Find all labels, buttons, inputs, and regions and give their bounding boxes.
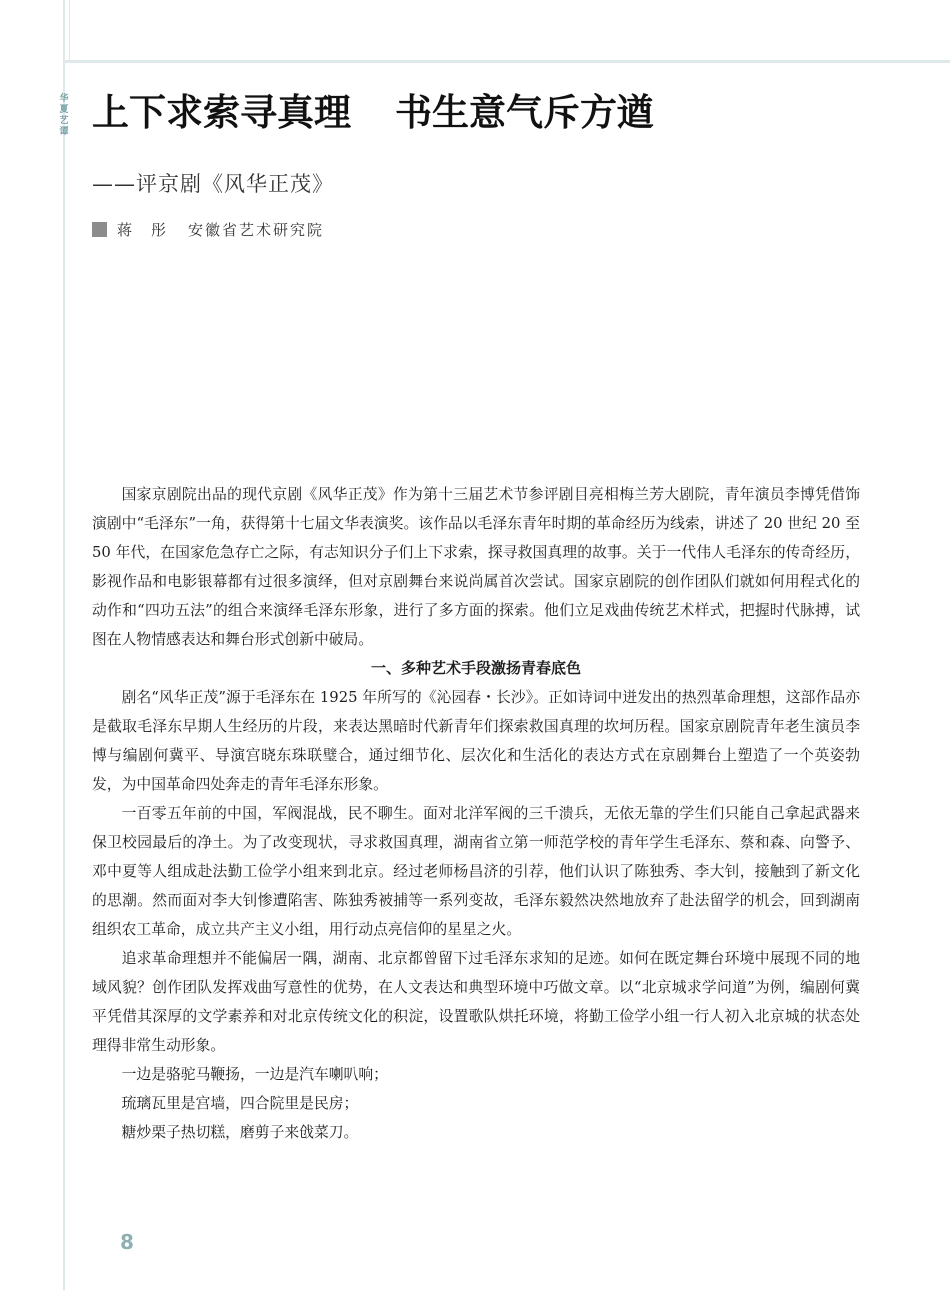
section-heading: 一、多种艺术手段激扬青春底色 <box>370 659 581 677</box>
article-title <box>92 84 654 140</box>
title-part-2: 书生意气斥方遒 <box>395 90 654 134</box>
author-name: 蒋 彤 <box>117 221 169 239</box>
title-part-1: 上下求索寻真理 <box>92 90 351 134</box>
verse-line: 糖炒栗子热切糕，磨剪子来戗菜刀。 <box>121 1124 359 1141</box>
article-body <box>92 480 860 1147</box>
body-paragraph: 剧名“风华正茂”源于毛泽东在 1925 年所写的《沁园春・长沙》。正如诗词中迸发出的热烈革命理想，这部作品亦是截取毛泽东早期人生经历的片段，来表达黑暗时代新青年们探索救国真理的坎坷历程。国家京剧院青年老生演员李博与编剧何冀平、导演宫晓东珠联璧合，通过细节化、层次化和生活化的表达方式在京剧舞台上塑造了一个英姿勃发，为中国革命四处奔走的青年毛泽东形象。 <box>92 689 860 793</box>
author-affiliation: 安徽省艺术研究院 <box>188 221 325 239</box>
page-number: 8 <box>120 1230 134 1254</box>
page-frame-inner-line <box>69 0 70 60</box>
page-frame-vertical-line <box>63 0 65 1290</box>
verse-line: 一边是骆驼马鞭扬，一边是汽车喇叭响； <box>121 1066 388 1083</box>
intro-paragraph: 国家京剧院出品的现代京剧《风华正茂》作为第十三届艺术节参评剧目亮相梅兰芳大剧院，青年演员李博凭借饰演剧中“毛泽东”一角，获得第十七届文华表演奖。该作品以毛泽东青年时期的革命经历为线索，讲述了 20 世纪 20 至 50 年代，在国家危急存亡之际，有志知识分子们上下求索，探寻救国真理的故事。关于一代伟人毛泽东的传奇经历，影视作品和电影银幕都有过很多演绎，但对京剧舞台来说尚属首次尝试。国家京剧院的创作团队们就如何用程式化的动作和“四功五法”的组合来演绎毛泽东形象，进行了多方面的探索。他们立足戏曲传统艺术样式，把握时代脉搏，试图在人物情感表达和舞台形式创新中破局。 <box>92 486 860 648</box>
article-subtitle: ——评京剧《风华正茂》 <box>92 172 334 196</box>
body-paragraph: 一百零五年前的中国，军阀混战，民不聊生。面对北洋军阀的三千溃兵，无依无靠的学生们只能自己拿起武器来保卫校园最后的净土。为了改变现状，寻求救国真理，湖南省立第一师范学校的青年学生毛泽东、蔡和森、向警予、邓中夏等人组成赴法勤工俭学小组来到北京。经过老师杨昌济的引荐，他们认识了陈独秀、李大钊，接触到了新文化的思潮。然而面对李大钊惨遭陷害、陈独秀被捕等一系列变故，毛泽东毅然决然地放弃了赴法留学的机会，回到湖南组织农工革命，成立共产主义小组，用行动点亮信仰的星星之火。 <box>92 805 860 938</box>
byline <box>92 218 324 242</box>
byline-square-icon <box>92 222 107 237</box>
journal-section-tag: 华夏艺谭 <box>59 94 69 137</box>
verse-line: 琉璃瓦里是宫墙，四合院里是民房； <box>121 1095 359 1112</box>
page-frame-horizontal-line <box>63 60 950 63</box>
body-paragraph: 追求革命理想并不能偏居一隅，湖南、北京都曾留下过毛泽东求知的足迹。如何在既定舞台环境中展现不同的地域风貌？创作团队发挥戏曲写意性的优势，在人文表达和典型环境中巧做文章。以“北京城求学问道”为例，编剧何冀平凭借其深厚的文学素养和对北京传统文化的积淀，设置歌队烘托环境，将勤工俭学小组一行人初入北京城的状态处理得非常生动形象。 <box>92 950 860 1054</box>
